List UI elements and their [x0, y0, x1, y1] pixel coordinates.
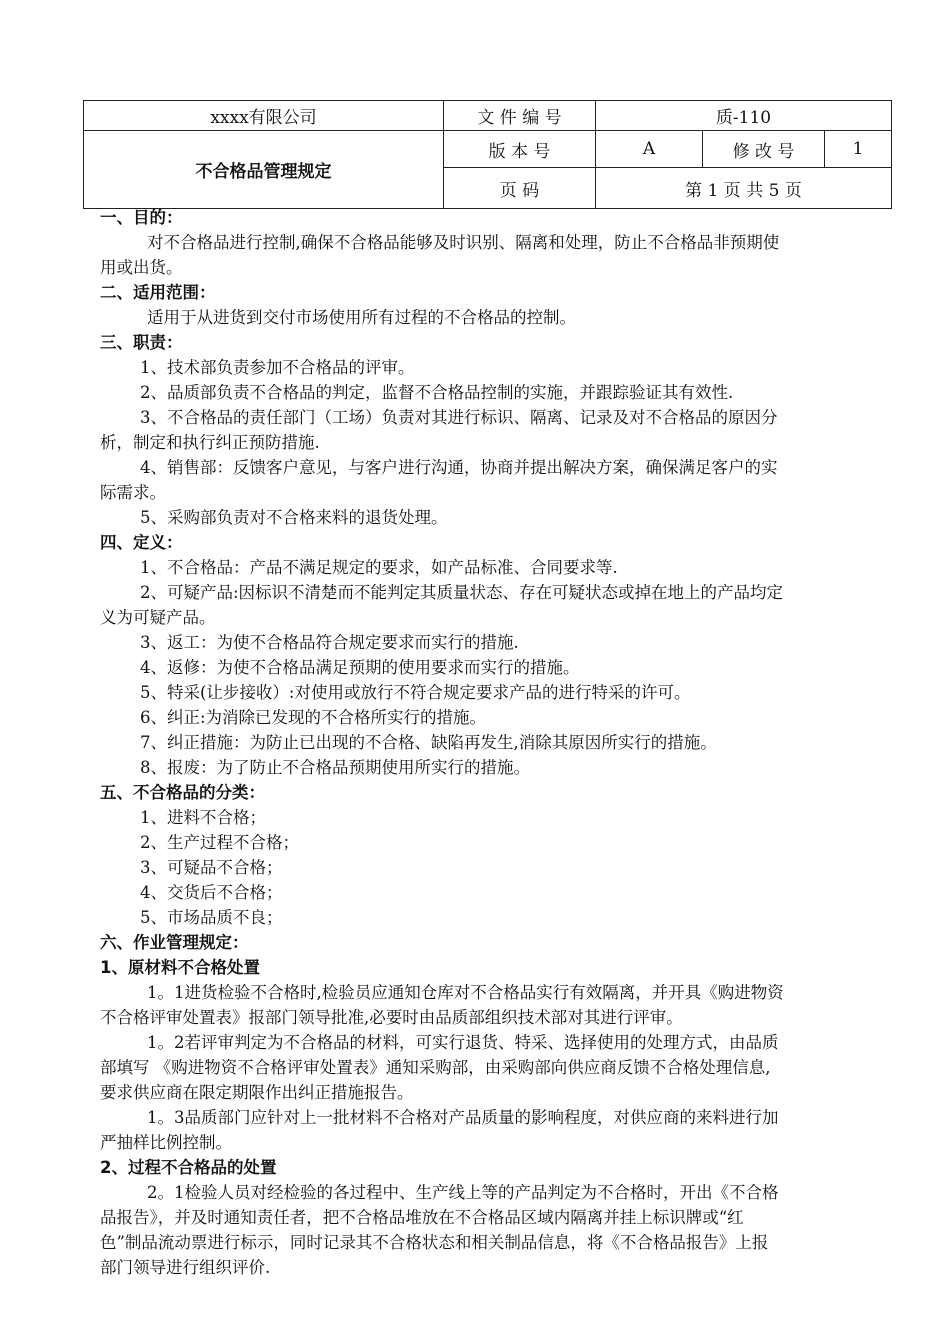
- section-heading: 三、职责：: [100, 333, 183, 352]
- list-item: 4、返修：为使不合格品满足预期的使用要求而实行的措施。: [140, 658, 580, 677]
- list-item: 1、技术部负责参加不合格品的评审。: [140, 358, 415, 377]
- paragraph-continued: 要求供应商在限定期限作出纠正措施报告。: [100, 1083, 414, 1102]
- company-name: xxxx有限公司: [84, 101, 444, 131]
- list-item: 4、交货后不合格；: [140, 883, 283, 902]
- list-item: 1、不合格品：产品不满足规定的要求，如产品标准、合同要求等.: [140, 558, 618, 577]
- paragraph: 1。1进货检验不合格时,检验员应通知仓库对不合格品实行有效隔离，并开具《购进物资: [147, 983, 784, 1002]
- doc-no-label: 文 件 编 号: [444, 101, 596, 131]
- version-value: A: [596, 131, 703, 168]
- paragraph-continued: 部门领导进行组织评价.: [100, 1258, 271, 1277]
- section-heading: 一、目的：: [100, 208, 183, 227]
- paragraph-continued: 严抽样比例控制。: [100, 1133, 232, 1152]
- document-header-table: [83, 100, 892, 209]
- list-item: 3、返工：为使不合格品符合规定要求而实行的措施.: [140, 633, 519, 652]
- paragraph-continued: 用或出货。: [100, 258, 183, 277]
- list-item: 6、纠正:为消除已发现的不合格所实行的措施。: [140, 708, 487, 727]
- paragraph-continued: 品报告》，并及时通知责任者，把不合格品堆放在不合格品区域内隔离并挂上标识牌或“红: [100, 1208, 744, 1227]
- subsection-heading: 1、原材料不合格处置: [100, 958, 260, 977]
- paragraph-continued: 部填写 《购进物资不合格评审处置表》通知采购部，由采购部向供应商反馈不合格处理信息,: [100, 1058, 771, 1077]
- list-item: 2、可疑产品:因标识不清楚而不能判定其质量状态、存在可疑状态或掉在地上的产品均定: [140, 583, 784, 602]
- list-item: 3、可疑品不合格；: [140, 858, 283, 877]
- document-title: 不合格品管理规定: [84, 131, 444, 209]
- document-body: [100, 205, 890, 1280]
- list-item: 5、特采(让步接收）:对使用或放行不符合规定要求产品的进行特采的许可。: [140, 683, 691, 702]
- paragraph: 适用于从进货到交付市场使用所有过程的不合格品的控制。: [147, 308, 576, 327]
- section-heading: 五、不合格品的分类：: [100, 783, 265, 802]
- page-value: 第 1 页 共 5 页: [596, 168, 892, 209]
- doc-no-value: 质-110: [596, 101, 892, 131]
- section-heading: 二、适用范围：: [100, 283, 216, 302]
- list-item: 5、采购部负责对不合格来料的退货处理。: [140, 508, 448, 527]
- version-label: 版 本 号: [444, 131, 596, 168]
- page-label: 页 码: [444, 168, 596, 209]
- list-item-continued: 义为可疑产品。: [100, 608, 216, 627]
- revision-label: 修 改 号: [703, 131, 825, 168]
- paragraph: 1。2若评审判定为不合格品的材料，可实行退货、特采、选择使用的处理方式，由品质: [147, 1033, 779, 1052]
- list-item: 5、市场品质不良；: [140, 908, 283, 927]
- list-item: 1、进料不合格；: [140, 808, 266, 827]
- list-item-continued: 际需求。: [100, 483, 166, 502]
- list-item: 7、纠正措施：为防止已出现的不合格、缺陷再发生,消除其原因所实行的措施。: [140, 733, 717, 752]
- list-item: 4、销售部：反馈客户意见，与客户进行沟通，协商并提出解决方案，确保满足客户的实: [140, 458, 778, 477]
- paragraph: 1。3品质部门应针对上一批材料不合格对产品质量的影响程度，对供应商的来料进行加: [147, 1108, 779, 1127]
- list-item: 2、品质部负责不合格品的判定，监督不合格品控制的实施，并跟踪验证其有效性.: [140, 383, 734, 402]
- paragraph: 对不合格品进行控制,确保不合格品能够及时识别、隔离和处理，防止不合格品非预期使: [147, 233, 780, 252]
- subsection-heading: 2、过程不合格品的处置: [100, 1158, 277, 1177]
- list-item: 8、报废：为了防止不合格品预期使用所实行的措施。: [140, 758, 530, 777]
- list-item: 3、不合格品的责任部门（工场）负责对其进行标识、隔离、记录及对不合格品的原因分: [140, 408, 778, 427]
- list-item: 2、生产过程不合格；: [140, 833, 299, 852]
- section-heading: 六、作业管理规定：: [100, 933, 249, 952]
- paragraph: 2。1检验人员对经检验的各过程中、生产线上等的产品判定为不合格时，开出《不合格: [147, 1183, 779, 1202]
- revision-value: 1: [825, 131, 892, 168]
- paragraph-continued: 不合格评审处置表》报部门领导批准,必要时由品质部组织技术部对其进行评审。: [100, 1008, 683, 1027]
- list-item-continued: 析，制定和执行纠正预防措施.: [100, 433, 320, 452]
- section-heading: 四、定义：: [100, 533, 183, 552]
- paragraph-continued: 色”制品流动票进行标示，同时记录其不合格状态和相关制品信息，将《不合格品报告》上报: [100, 1233, 769, 1252]
